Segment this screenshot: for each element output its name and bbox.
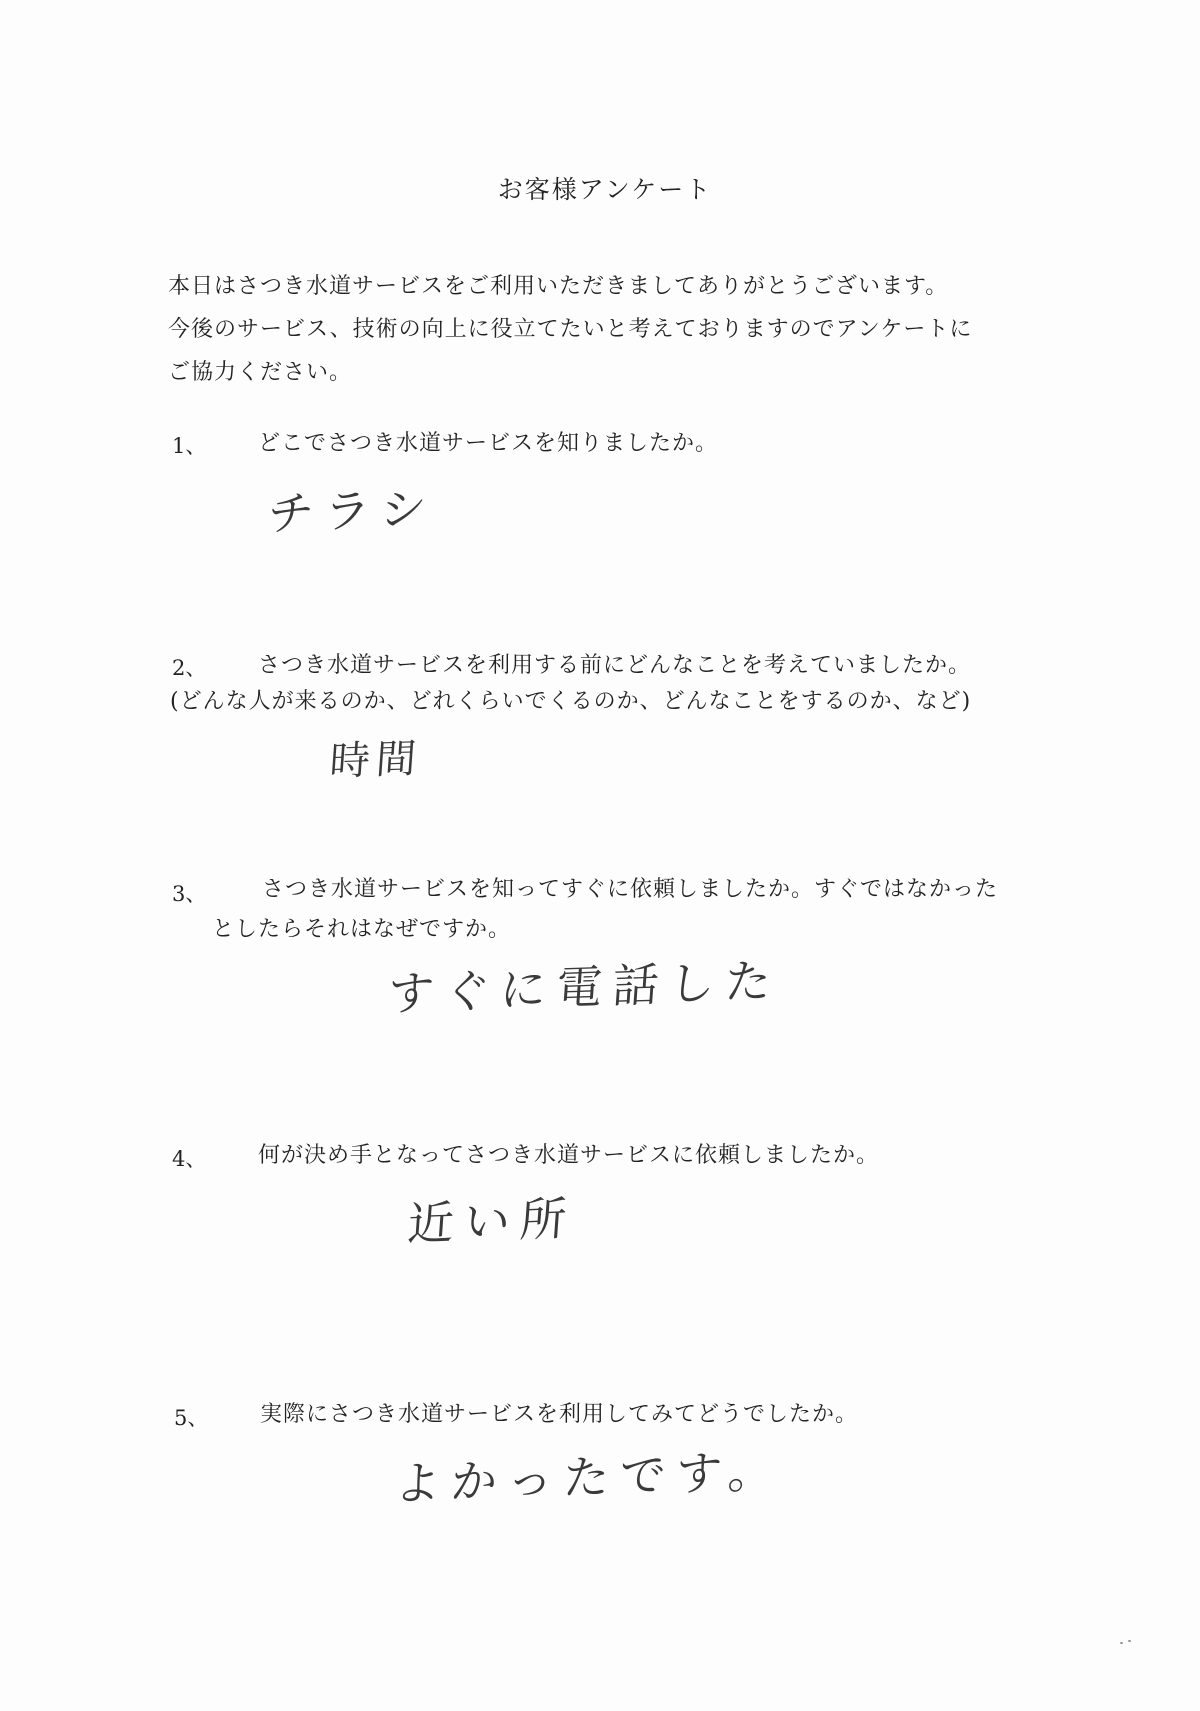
scan-speck (1128, 1640, 1131, 1642)
page-title: お客様アンケート (497, 175, 713, 204)
handwritten-answer: すぐに電話した (385, 953, 783, 1021)
question-number: 5、 (174, 1406, 209, 1430)
question-subtext: (どんな人が来るのか、どれくらいでくるのか、どんなことをするのか、など) (170, 689, 972, 714)
question-text: 実際にさつき水道サービスを利用してみてどうでしたか。 (260, 1402, 859, 1427)
question-subtext: としたらそれはなぜですか。 (212, 917, 512, 942)
handwritten-answer: チラシ (265, 481, 439, 541)
intro-line: 今後のサービス、技術の向上に役立てたいと考えておりますのでアンケートに (168, 317, 973, 342)
question-text: 何が決め手となってさつき水道サービスに依頼しましたか。 (258, 1143, 880, 1168)
handwritten-answer: よかったです。 (392, 1443, 787, 1511)
question-number: 1、 (172, 434, 207, 458)
handwritten-answer: 時間 (328, 735, 424, 785)
handwritten-answer: 近い所 (405, 1191, 579, 1251)
scan-speck (1120, 1642, 1123, 1644)
intro-line: ご協力ください。 (168, 360, 353, 385)
question-text: どこでさつき水道サービスを知りましたか。 (258, 431, 719, 456)
question-text: さつき水道サービスを知ってすぐに依頼しましたか。すぐではなかった (262, 877, 999, 902)
question-number: 3、 (172, 882, 207, 906)
question-number: 2、 (172, 656, 207, 680)
question-number: 4、 (172, 1147, 207, 1171)
intro-line: 本日はさつき水道サービスをご利用いただきましてありがとうございます。 (168, 274, 949, 299)
question-text: さつき水道サービスを利用する前にどんなことを考えていましたか。 (258, 653, 972, 678)
intro-paragraph (168, 265, 1088, 394)
